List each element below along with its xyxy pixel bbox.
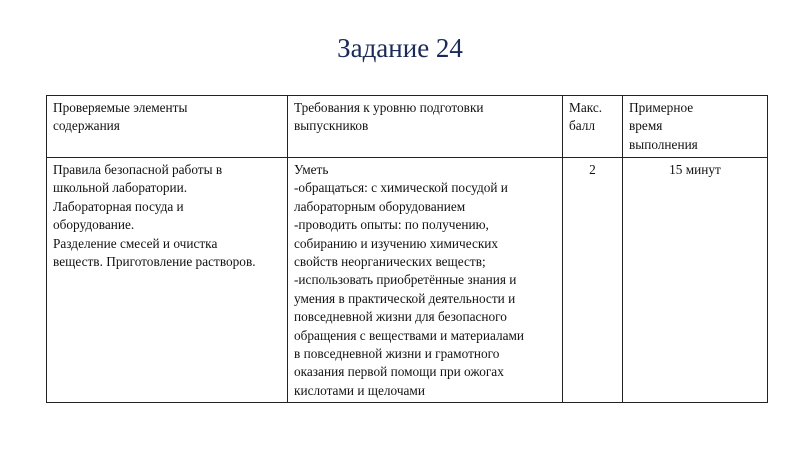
cell-content-elements: Правила безопасной работы в школьной лаборатории. Лабораторная посуда и оборудование. Разделение смесей и очистка веществ. Приготовление растворов. [47, 158, 288, 403]
header-requirements: Требования к уровню подготовки выпускников [288, 96, 563, 158]
task-table [46, 95, 768, 403]
table-row [47, 158, 768, 403]
cell-requirements: Уметь -обращаться: с химической посудой и лабораторным оборудованием -проводить опыты: по получению, собиранию и изучению химических свойств неорганических веществ; -использовать приобретённые знания и умения в практической деятельности и повседневной жизни для безопасного обращения с веществами и материалами в повседневной жизни и грамотного оказания первой помощи при ожогах кислотами и щелочами [288, 158, 563, 403]
header-content-elements: Проверяемые элементы содержания [47, 96, 288, 158]
cell-time: 15 минут [623, 158, 768, 403]
header-time: Примерное время выполнения [623, 96, 768, 158]
header-max-score: Макс. балл [563, 96, 623, 158]
table-header-row [47, 96, 768, 158]
page-title: Задание 24 [337, 33, 463, 63]
cell-max-score: 2 [563, 158, 623, 403]
